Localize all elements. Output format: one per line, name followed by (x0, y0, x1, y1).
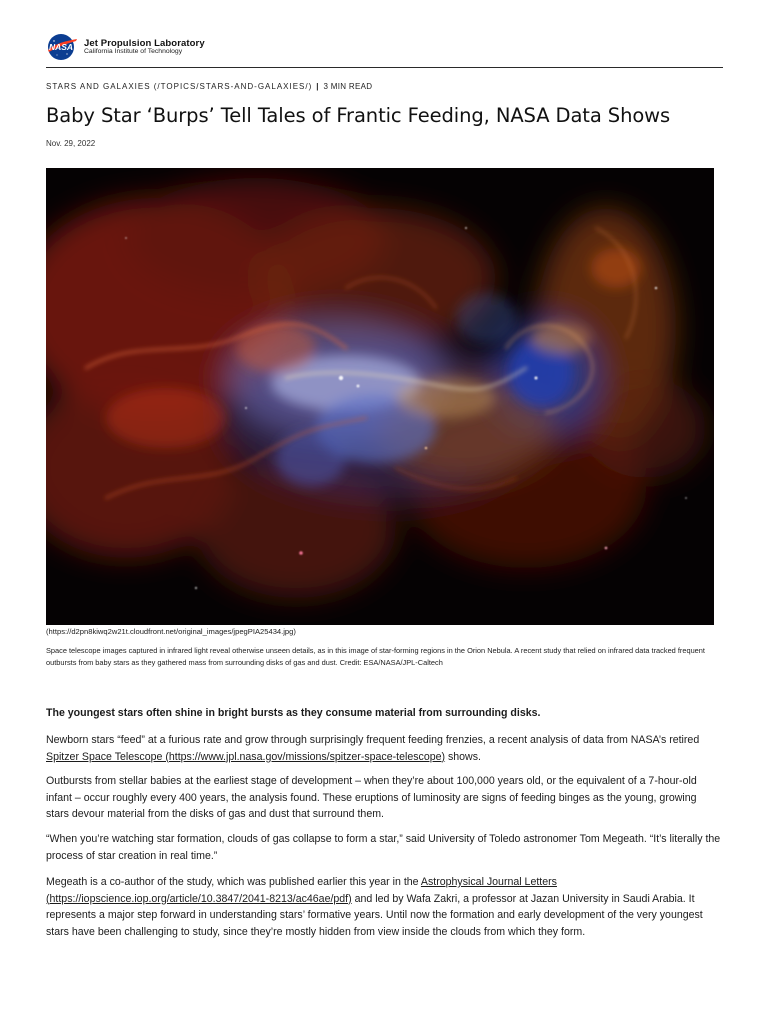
image-source-link[interactable]: (https://d2pn8kiwq2w21t.cloudfront.net/original_images/jpegPIA25434.jpg) (46, 627, 296, 636)
read-time: 3 MIN READ (323, 82, 373, 91)
lab-subtitle: California Institute of Technology (84, 48, 183, 55)
lab-name[interactable]: Jet Propulsion Laboratory (84, 38, 205, 49)
article-paragraph-4 (46, 874, 722, 940)
image-caption: Space telescope images captured in infrared light reveal otherwise unseen details, as in this image of star-forming regions in the Orion Nebula. A recent study that relied on infrared data tracked frequent outbursts from baby stars as they gathered mass from surrounding disks of gas and dust. Credit: ESA/NASA/JPL-Caltech (46, 646, 705, 667)
article-paragraph-3: “When you’re watching star formation, clouds of gas collapse to form a star,” said University of Toledo astronomer Tom Megeath. “It’s literally the process of star creation in real time.” (46, 833, 721, 862)
paragraph-text: Newborn stars “feed” at a furious rate and grow through surprisingly frequent feeding frenzies, a recent analysis of data from NASA’s retired (46, 734, 700, 746)
article-paragraph-2: Outbursts from stellar babies at the earliest stage of development – when they’re about 100,000 years old, or the equivalent of a 7-hour-old infant – occur roughly every 400 years, the analysis found. These eruptions of luminosity are signs of feeding binges as the young, growing stars devour material from the disks of gas and dust that surround them. (46, 775, 697, 820)
journal-link[interactable]: Astrophysical Journal Letters (https://iopscience.iop.org/article/10.3847/2041-8213/ac46ae/pdf) (46, 876, 557, 905)
orion-nebula-image[interactable] (46, 168, 714, 625)
article-paragraph-1 (46, 732, 722, 765)
article-meta (46, 82, 372, 91)
nasa-meatball-icon[interactable] (46, 33, 78, 61)
article-lede: The youngest stars often shine in bright bursts as they consume material from surrounding disks. (46, 707, 541, 719)
paragraph-text: and led by Wafa Zakri, a professor at Jazan University in Saudi Arabia. It represents a major step forward in understanding stars’ formative years. Until now the formation and early development of the very youngest stars have been challenging to study, since they’re mostly hidden from view inside the clouds from which they form. (46, 892, 703, 938)
site-header (46, 33, 723, 68)
spitzer-link[interactable]: Spitzer Space Telescope (https://www.jpl.nasa.gov/missions/spitzer-space-telescope) (46, 750, 446, 763)
category-link[interactable]: STARS AND GALAXIES (/TOPICS/STARS-AND-GALAXIES/) (46, 82, 313, 91)
nasa-logo-text: NASA (48, 42, 74, 52)
paragraph-text: shows. (445, 750, 481, 763)
publish-date: Nov. 29, 2022 (46, 139, 96, 148)
paragraph-text: Megeath is a co-author of the study, which was published earlier this year in the (46, 876, 421, 888)
page-title: Baby Star ‘Burps’ Tell Tales of Frantic Feeding, NASA Data Shows (46, 104, 671, 127)
meta-separator: | (316, 82, 320, 91)
